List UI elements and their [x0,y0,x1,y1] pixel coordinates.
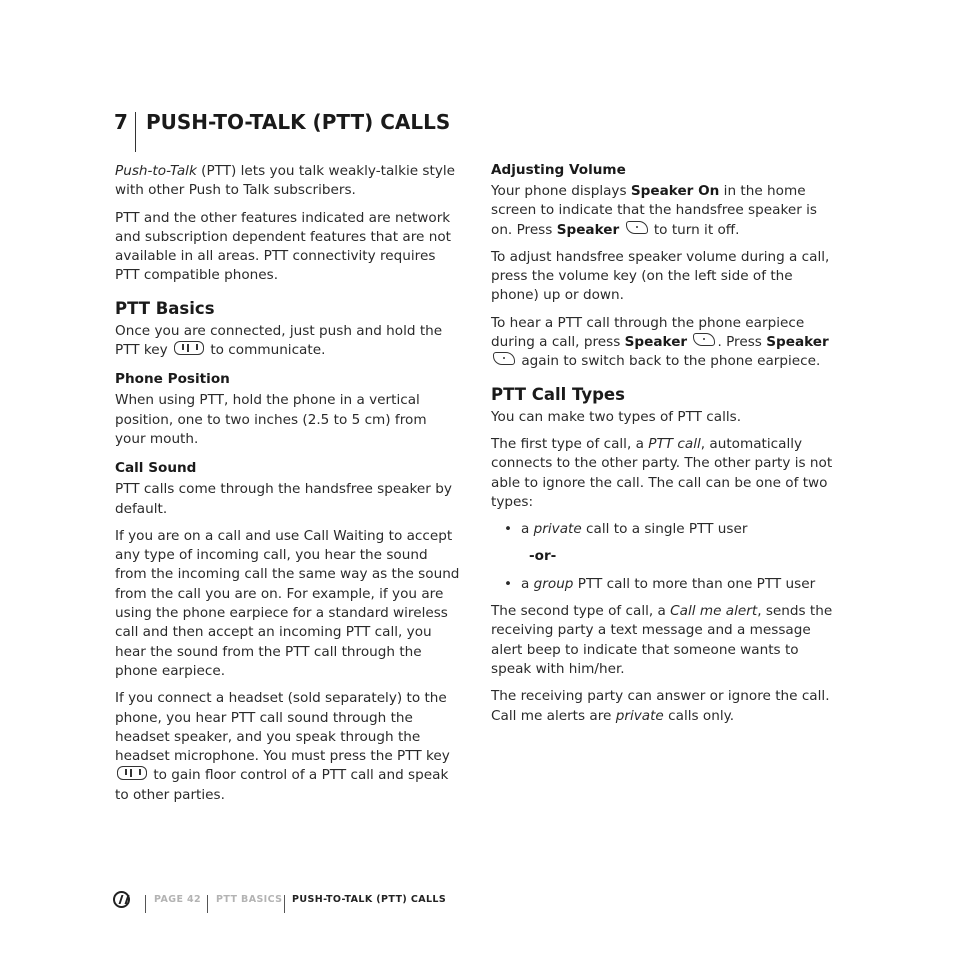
intro-paragraph-2: PTT and the other features indicated are network and subscription dependent features that are not available in all areas. PTT connectivity requires PTT compatible phones. [115,209,451,284]
call-sound-paragraph-1: PTT calls come through the handsfree speaker by default. [115,481,452,517]
ptt-basics-heading: PTT Basics [115,298,215,318]
adjusting-volume-paragraph-1: Your phone displays Speaker On in the home screen to indicate that the handsfree speaker is on. Press Speaker to turn it off. [491,183,817,238]
ptt-key-icon [117,766,147,780]
right-column [491,161,837,734]
footer-section: PTT BASICS [216,894,283,905]
softkey-icon [693,333,715,346]
call-types-paragraph-3: The second type of call, a Call me alert, sends the receiving party a text message and a message alert beep to indicate that someone wants to speak with him/her. [491,603,833,677]
call-types-paragraph-1: You can make two types of PTT calls. [491,408,742,425]
footer-divider [284,895,285,913]
adjusting-volume-heading: Adjusting Volume [491,162,626,178]
softkey-icon [493,352,515,365]
phone-position-heading: Phone Position [115,371,230,388]
call-sound-paragraph-2: If you are on a call and use Call Waiting to accept any type of incoming call, you hear the sound from the incoming call the same way as the sound from the call you are on. For example, if you are using the phone earpiece for a standard wireless call and then accept an incoming PTT call, you hear the sound from the PTT call through the phone earpiece. [115,527,460,679]
call-types-paragraph-2: The first type of call, a PTT call, automatically connects to the other party. The other party is not able to ignore the call. The call can be one of two types: [491,435,833,510]
call-sound-paragraph-3: If you connect a headset (sold separately) to the phone, you hear PTT call sound through the headset speaker, and you speak through the headset microphone. You must press the PTT key to gain floor control of a PTT call and speak to other parties. [115,690,450,803]
list-item: • a private call to a single PTT user [491,520,837,539]
or-separator: -or- [529,548,557,565]
chapter-number: 7 [114,110,128,134]
footer-divider [207,895,208,913]
list-item: • a group PTT call to more than one PTT user [491,575,837,594]
call-types-paragraph-4: The receiving party can answer or ignore the call. Call me alerts are private calls only. [491,688,830,724]
footer-divider [145,895,146,913]
adjusting-volume-paragraph-2: To adjust handsfree speaker volume during a call, press the volume key (on the left side of the phone) up or down. [491,248,830,304]
footer-page-number: PAGE 42 [154,894,202,905]
intro-paragraph-1: Push-to-Talk (PTT) lets you talk weakly-talkie style with other Push to Talk subscribers. [115,163,455,199]
phone-position-text: When using PTT, hold the phone in a vertical position, one to two inches (2.5 to 5 cm) from your mouth. [115,392,427,447]
chapter-title: PUSH-TO-TALK (PTT) CALLS [146,110,451,134]
brand-logo-icon [113,891,130,908]
ptt-call-types-heading: PTT Call Types [491,384,625,404]
ptt-key-icon [174,341,204,355]
ptt-basics-paragraph: Once you are connected, just push and hold the PTT key to communicate. [115,322,443,359]
call-types-list [491,575,837,594]
left-column [115,162,460,813]
footer-chapter: PUSH-TO-TALK (PTT) CALLS [292,894,447,905]
call-sound-heading: Call Sound [115,460,197,477]
adjusting-volume-paragraph-3: To hear a PTT call through the phone earpiece during a call, press Speaker . Press Speaker again to switch back to the phone earpiece. [491,314,829,370]
softkey-icon [626,221,648,234]
call-types-list [491,520,837,539]
page-footer [113,889,513,913]
chapter-divider [135,112,136,152]
